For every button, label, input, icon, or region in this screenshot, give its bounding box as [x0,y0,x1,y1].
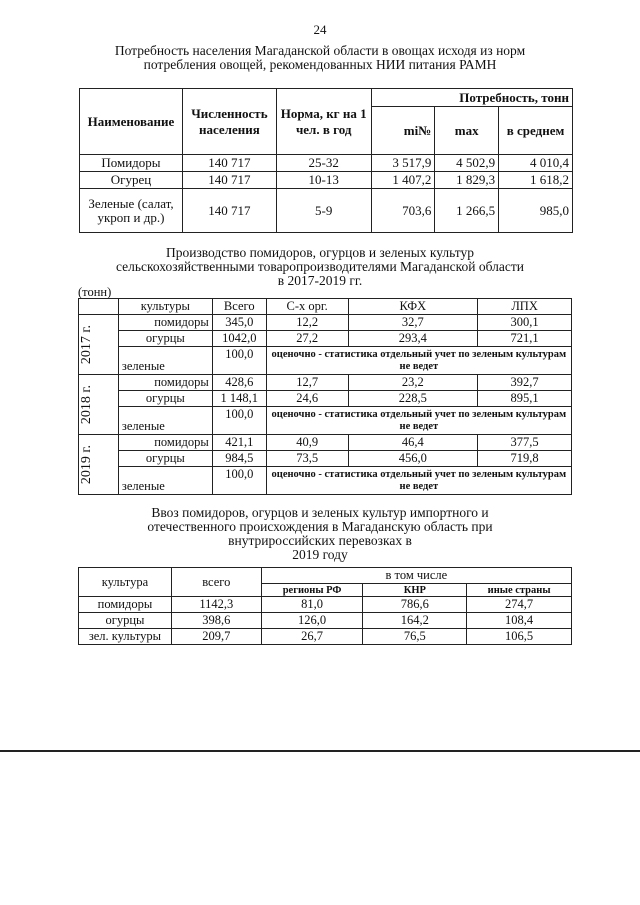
cell-crop: зеленые [118,467,212,495]
cell-crop: помидоры [79,597,172,613]
cell-agro: 24,6 [266,391,348,407]
header-china: КНР [363,584,467,597]
cell-crop: огурцы [79,613,172,629]
cell-crop: огурцы [118,331,212,347]
cell-total: 428,6 [212,375,266,391]
cell-china: 164,2 [363,613,467,629]
cell-lph: 719,8 [478,451,572,467]
table-row [79,613,572,629]
header-max: max [435,107,499,155]
table-row [79,467,572,495]
header-lph: ЛПХ [478,299,572,315]
cell-norm: 10-13 [276,172,371,189]
cell-lph: 895,1 [478,391,572,407]
cell-agro: 27,2 [266,331,348,347]
cell-agro: 40,9 [266,435,348,451]
table-row [80,172,573,189]
cell-crop: огурцы [118,391,212,407]
table3-title [60,506,580,562]
unit-label: (тонн) [78,285,112,299]
cell-total: 398,6 [171,613,261,629]
cell-lph: 300,1 [478,315,572,331]
table1-title [60,44,580,72]
cell-total: 1 148,1 [212,391,266,407]
cell-crop: помидоры [118,375,212,391]
table2-title-line: Производство помидоров, огурцов и зеленых культур [165,245,475,260]
table1-title-line: Потребность населения Магаданской области в овощах исходя из норм [114,43,526,58]
header-min: mi№ [371,107,435,155]
cell-norm: 25-32 [276,155,371,172]
cell-rf: 26,7 [261,629,363,645]
header-other: иные страны [467,584,572,597]
cell-kfh: 32,7 [348,315,478,331]
page-divider [0,750,640,752]
cell-kfh: 23,2 [348,375,478,391]
cell-total: 100,0 [212,407,266,435]
production-table [78,298,572,495]
cell-note: оценочно - статистика отдельный учет по зеленым культурам не ведет [266,407,571,435]
cell-total: 421,1 [212,435,266,451]
cell-lph: 721,1 [478,331,572,347]
header-crop: культура [79,568,172,597]
header-avg: в среднем [499,107,573,155]
cell-min: 703,6 [371,189,435,233]
header-name: Наименование [80,89,183,155]
cell-agro: 12,2 [266,315,348,331]
table2-title-line: сельскохозяйственными товаропроизводителями Магаданской области [115,259,525,274]
header-total: всего [171,568,261,597]
cell-lph: 377,5 [478,435,572,451]
table-row [79,629,572,645]
cell-kfh: 456,0 [348,451,478,467]
table-row [79,407,572,435]
cell-name: Огурец [80,172,183,189]
table-row [80,189,573,233]
table-row [79,391,572,407]
cell-lph: 392,7 [478,375,572,391]
table-row [79,347,572,375]
cell-other: 108,4 [467,613,572,629]
cell-avg: 4 010,4 [499,155,573,172]
header-kfh: КФХ [348,299,478,315]
cell-total: 345,0 [212,315,266,331]
cell-min: 3 517,9 [371,155,435,172]
cell-agro: 73,5 [266,451,348,467]
header-population: Численность населения [182,89,276,155]
table-row [80,155,573,172]
cell-china: 76,5 [363,629,467,645]
cell-crop: помидоры [118,315,212,331]
cell-total: 1142,3 [171,597,261,613]
cell-rf: 126,0 [261,613,363,629]
table3-title-line: 2019 году [292,547,348,562]
header-agro: С-х орг. [266,299,348,315]
needs-table [79,88,573,233]
import-table [78,567,572,645]
cell-population: 140 717 [182,189,276,233]
cell-kfh: 293,4 [348,331,478,347]
table3-title-line: Ввоз помидоров, огурцов и зеленых культур импортного и [151,505,489,520]
year-label: 2017 г. [79,324,94,365]
cell-crop: зеленые [118,407,212,435]
cell-population: 140 717 [182,172,276,189]
table-row [79,451,572,467]
cell-crop: огурцы [118,451,212,467]
cell-note: оценочно - статистика отдельный учет по зеленым культурам не ведет [266,467,571,495]
cell-max: 1 829,3 [435,172,499,189]
cell-note: оценочно - статистика отдельный учет по зеленым культурам не ведет [266,347,571,375]
header-norm: Норма, кг на 1 чел. в год [276,89,371,155]
table-row [79,331,572,347]
cell-rf: 81,0 [261,597,363,613]
cell-kfh: 46,4 [348,435,478,451]
table-row [79,435,572,451]
header-total: Всего [212,299,266,315]
table3-title-line: внутрироссийских перевозках в [228,533,412,548]
header-crop: культуры [118,299,212,315]
cell-max: 4 502,9 [435,155,499,172]
year-label: 2018 г. [79,384,94,425]
page-number: 24 [313,22,327,37]
header-need: Потребность, тонн [371,89,572,107]
cell-population: 140 717 [182,155,276,172]
cell-total: 100,0 [212,347,266,375]
cell-total: 984,5 [212,451,266,467]
header-including: в том числе [261,568,571,584]
table-row [79,315,572,331]
cell-total: 209,7 [171,629,261,645]
cell-china: 786,6 [363,597,467,613]
cell-crop: помидоры [118,435,212,451]
year-label: 2019 г. [79,444,94,485]
cell-crop: зел. культуры [79,629,172,645]
cell-avg: 985,0 [499,189,573,233]
cell-kfh: 228,5 [348,391,478,407]
cell-agro: 12,7 [266,375,348,391]
cell-name: Помидоры [80,155,183,172]
cell-other: 106,5 [467,629,572,645]
cell-norm: 5-9 [276,189,371,233]
cell-min: 1 407,2 [371,172,435,189]
table2-title [60,246,580,288]
table2-title-line: в 2017-2019 гг. [277,273,363,288]
cell-other: 274,7 [467,597,572,613]
cell-crop: зеленые [118,347,212,375]
table3-title-line: отечественного происхождения в Магаданскую область при [147,519,493,534]
cell-total: 1042,0 [212,331,266,347]
header-rf: регионы РФ [261,584,363,597]
table-row [79,375,572,391]
cell-max: 1 266,5 [435,189,499,233]
cell-total: 100,0 [212,467,266,495]
table1-title-line: потребления овощей, рекомендованных НИИ питания РАМН [143,57,497,72]
cell-name: Зеленые (салат, укроп и др.) [80,189,183,233]
table-row [79,597,572,613]
cell-avg: 1 618,2 [499,172,573,189]
